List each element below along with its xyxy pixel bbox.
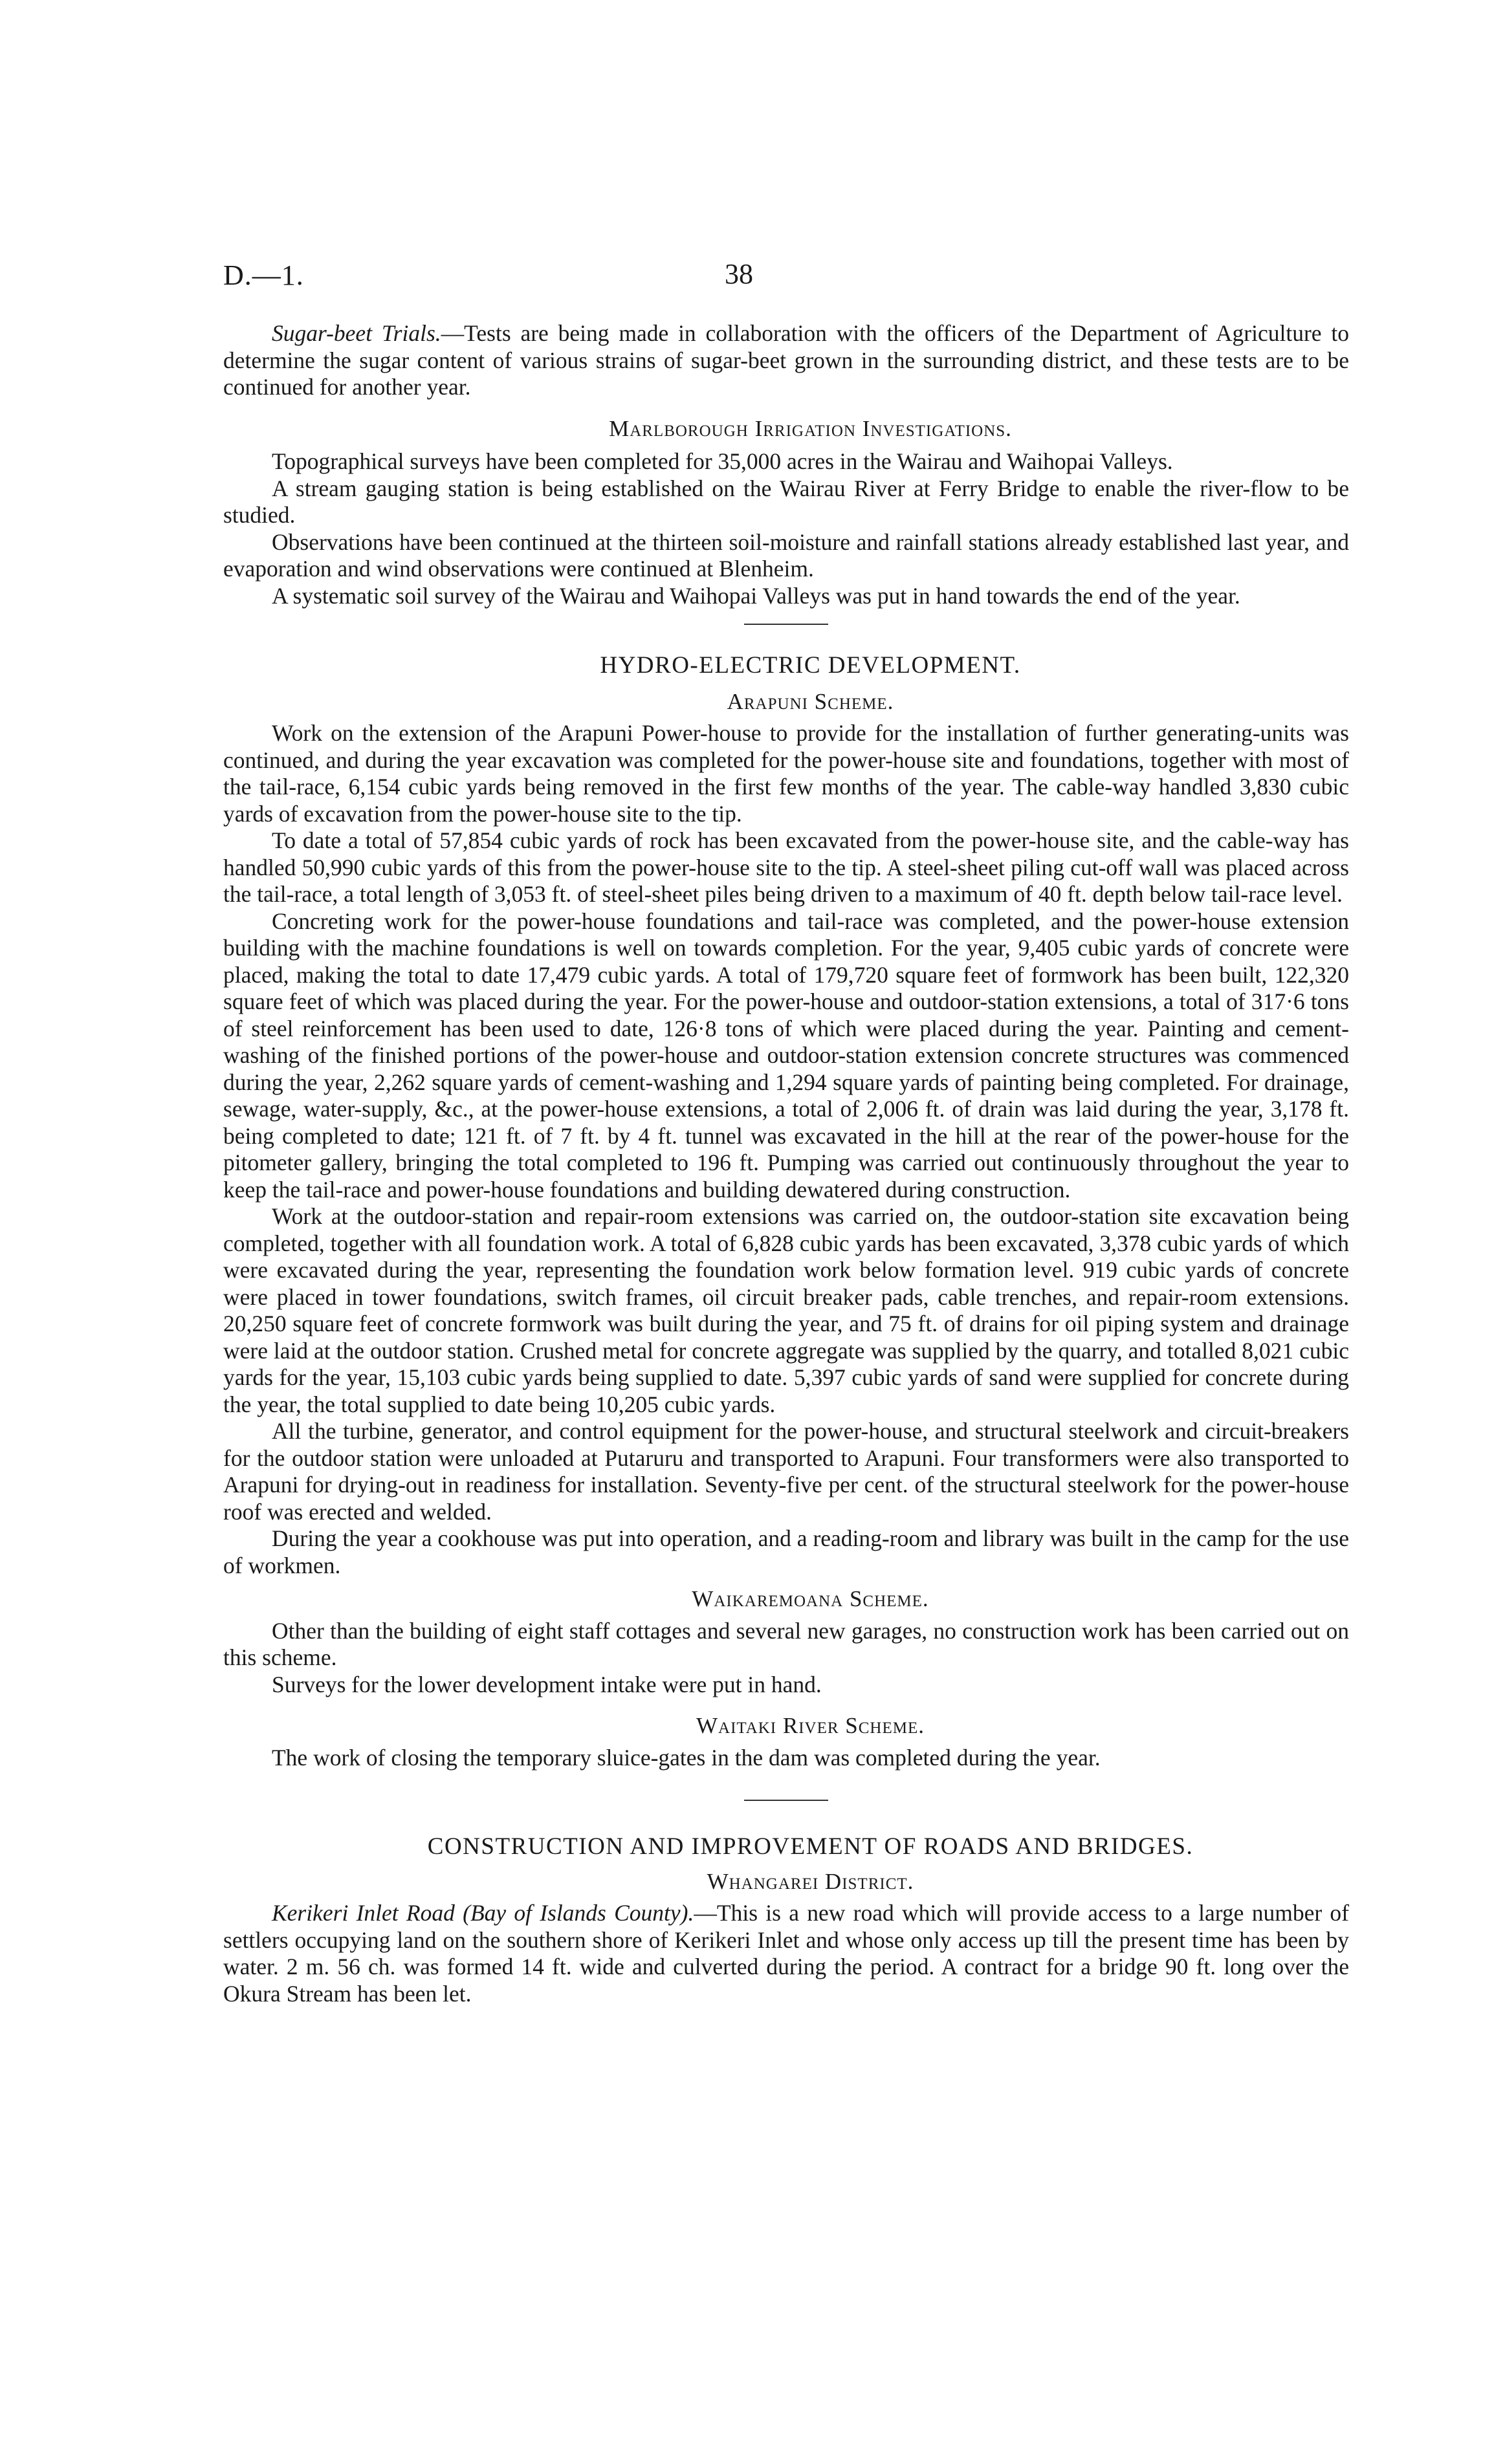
document-reference: D.—1. — [223, 259, 304, 291]
arapuni-paragraph-4: Work at the outdoor-station and repair-room extensions was carried on, the outdoor-station site excavation being completed, together with all foundation work. A total of 6,828 cubic yards has been excavated, 3,378 cubic yards of which were excavated during the year, representing the foundation work below formation level. 919 cubic yards of concrete were placed in tower foundations, switch frames, oil circuit breaker pads, cable trenches, and repair-room extensions. 20,250 square feet of concrete formwork was built during the year, and 75 ft. of drains for oil piping system and drainage were laid at the outdoor station. Crushed metal for concrete aggregate was supplied by the quarry, and totalled 8,021 cubic yards for the year, 15,103 cubic yards being supplied to date. 5,397 cubic yards of sand were supplied for concrete during the year, the total supplied to date being 10,205 cubic yards. — [223, 1203, 1349, 1417]
arapuni-paragraph-5: All the turbine, generator, and control equipment for the power-house, and structural steelwork and circuit-breakers for the outdoor station were unloaded at Putaruru and transported to Arapuni. Four transformers were also transported to Arapuni for drying-out in readiness for installation. Seventy-five per cent. of the structural steelwork for the power-house roof was erected and welded. — [223, 1418, 1349, 1525]
sugar-beet-paragraph — [223, 320, 1349, 401]
sugar-beet-lead: Sugar-beet Trials. — [272, 320, 441, 346]
kerikeri-paragraph — [223, 1900, 1349, 2007]
arapuni-paragraph-1: Work on the extension of the Arapuni Power-house to provide for the installation of further generating-units was continued, and during the year excavation was completed for the power-house site and foundations, together with most of the tail-race, 6,154 cubic yards being removed in the first few months of the year. The cable-way handled 3,830 cubic yards of excavation from the power-house site to the tip. — [223, 720, 1349, 827]
hydro-heading: HYDRO-ELECTRIC DEVELOPMENT. — [600, 652, 1021, 679]
waikaremoana-heading: Waikaremoana Scheme. — [692, 1586, 929, 1611]
marlborough-heading: Marlborough Irrigation Investigations. — [609, 415, 1012, 441]
waikaremoana-paragraph-2: Surveys for the lower development intake were put in hand. — [272, 1671, 822, 1697]
marlborough-paragraph-2: A stream gauging station is being established on the Wairau River at Ferry Bridge to enable the river-flow to be studied. — [223, 475, 1349, 528]
waitaki-paragraph-1: The work of closing the temporary sluice-gates in the dam was completed during the year. — [272, 1744, 1101, 1771]
page-number: 38 — [725, 258, 753, 290]
marlborough-paragraph-3: Observations have been continued at the thirteen soil-moisture and rainfall stations already established last year, and evaporation and wind observations were continued at Blenheim. — [223, 529, 1349, 582]
sugar-beet-text: —Tests are being made in collaboration with the officers of the Department of Agriculture to determine the sugar content of various strains of sugar-beet grown in the surrounding district, and these tests are to be continued for another year. — [223, 320, 1350, 400]
arapuni-paragraph-6: During the year a cookhouse was put into operation, and a reading-room and library was built in the camp for the use of workmen. — [223, 1525, 1349, 1578]
section-divider-1 — [744, 624, 828, 625]
arapuni-paragraph-2: To date a total of 57,854 cubic yards of rock has been excavated from the power-house site, and the cable-way has handled 50,990 cubic yards of this from the power-house site to the tip. A steel-sheet piling cut-off wall was placed across the tail-race, a total length of 3,053 ft. of steel-sheet piles being driven to a maximum of 40 ft. depth below tail-race level. — [223, 827, 1349, 907]
marlborough-paragraph-4: A systematic soil survey of the Wairau and Waihopai Valleys was put in hand towards the end of the year. — [272, 582, 1240, 609]
section-divider-2 — [744, 1800, 828, 1801]
roads-heading: CONSTRUCTION AND IMPROVEMENT OF ROADS AND BRIDGES. — [427, 1833, 1194, 1860]
waitaki-heading: Waitaki River Scheme. — [696, 1713, 925, 1738]
kerikeri-text: —This is a new road which will provide access to a large number of settlers occupying land on the southern shore of Kerikeri Inlet and whose only access up till the present time has been by water. 2 m. 56 ch. was formed 14 ft. wide and culverted during the period. A contract for a bridge 90 ft. long over the Okura Stream has been let. — [223, 1900, 1350, 2007]
arapuni-heading: Arapuni Scheme. — [727, 688, 894, 714]
body-text — [223, 320, 1349, 2007]
marlborough-paragraph-1: Topographical surveys have been completed for 35,000 acres in the Wairau and Waihopai Valleys. — [272, 448, 1173, 474]
arapuni-paragraph-3: Concreting work for the power-house foundations and tail-race was completed, and the power-house extension building with the machine foundations is well on towards completion. For the year, 9,405 cubic yards of concrete were placed, making the total to date 17,479 cubic yards. A total of 179,720 square feet of formwork has been built, 122,320 square feet of which was placed during the year. For the power-house and outdoor-station extensions, a total of 317·6 tons of steel reinforcement has been used to date, 126·8 tons of which were placed during the year. Painting and cement-washing of the finished portions of the power-house and outdoor-station extension concrete structures was commenced during the year, 2,262 square yards of cement-washing and 1,294 square yards of painting being completed. For drainage, sewage, water-supply, &c., at the power-house extensions, a total of 2,006 ft. of drain was laid during the year, 3,178 ft. being completed to date; 121 ft. of 7 ft. by 4 ft. tunnel was excavated in the hill at the rear of the power-house for the pitometer gallery, bringing the total completed to 196 ft. Pumping was carried out continuously throughout the year to keep the tail-race and power-house foundations and building dewatered during construction. — [223, 908, 1349, 1203]
kerikeri-lead: Kerikeri Inlet Road (Bay of Islands County). — [272, 1900, 694, 1926]
waikaremoana-paragraph-1: Other than the building of eight staff cottages and several new garages, no construction work has been carried out on this scheme. — [223, 1617, 1349, 1670]
whangarei-heading: Whangarei District. — [707, 1868, 914, 1894]
